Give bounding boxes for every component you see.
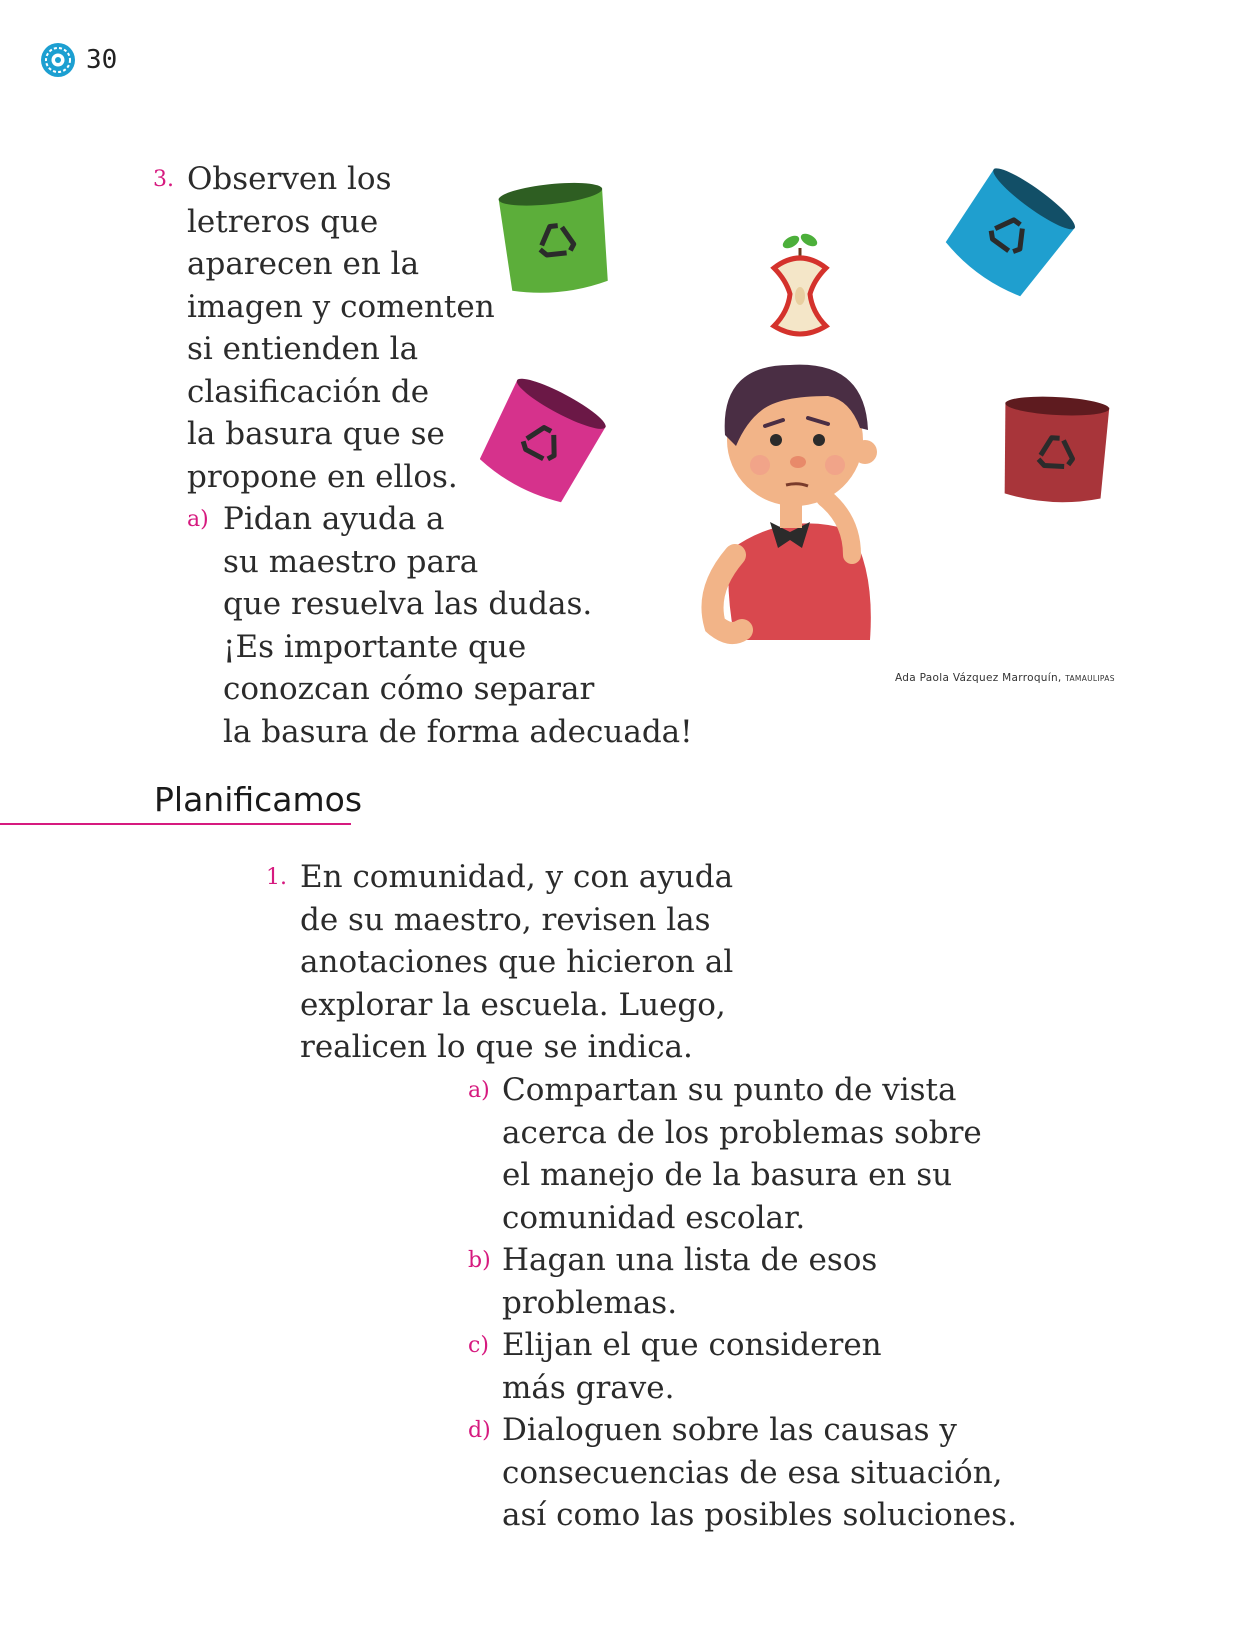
item-line: Observen los — [187, 161, 392, 197]
item-line: clasificación de — [187, 373, 430, 410]
item-line: comunidad escolar. — [502, 1199, 806, 1236]
recycling-illustration — [480, 160, 1140, 690]
item-line: Dialoguen sobre las causas y — [502, 1412, 957, 1448]
section-underline — [0, 823, 351, 825]
item-line: Hagan una lista de esos — [502, 1242, 878, 1278]
recycle-bin-red-icon — [1000, 394, 1109, 504]
plan-subitem-c — [468, 1324, 1022, 1409]
plan-subitem-d — [468, 1409, 1022, 1537]
plan-item — [266, 856, 1020, 1069]
page-number: 30 — [86, 45, 118, 75]
credit-name: Ada Paola Vázquez Marroquín, — [895, 672, 1062, 684]
item-line: así como las posibles soluciones. — [502, 1497, 1017, 1533]
emblem-icon — [40, 42, 76, 78]
apple-core-icon — [774, 231, 826, 334]
thinking-child — [713, 365, 878, 640]
plan-activity-1 — [266, 856, 1020, 1069]
item-line: propone en ellos. — [187, 458, 458, 495]
item-line: acerca de los problemas sobre — [502, 1114, 982, 1151]
item-line: que resuelva las dudas. — [223, 586, 593, 622]
item-line: Elijan el que consideren — [502, 1327, 882, 1363]
item-line: problemas. — [502, 1284, 678, 1321]
recycle-bin-green-icon — [498, 179, 613, 297]
subitem-letter: b) — [468, 1248, 491, 1273]
item-line: realicen lo que se indica. — [300, 1029, 693, 1065]
plan-subitem-b — [468, 1239, 1022, 1324]
plan-subitems — [468, 1069, 1022, 1537]
page-header — [40, 42, 117, 78]
item-line: explorar la escuela. Luego, — [300, 986, 726, 1023]
subitem-letter: a) — [187, 507, 209, 532]
item-line: más grave. — [502, 1369, 675, 1406]
subitem-letter: d) — [468, 1418, 491, 1443]
recycle-bin-magenta-icon — [480, 371, 610, 509]
item-line: En comunidad, y con ayuda — [300, 859, 734, 895]
item-line: ¡Es importante que — [223, 628, 527, 665]
illustration-credit — [895, 672, 1115, 684]
item-line: aparecen en la — [187, 246, 420, 282]
subitem-letter: c) — [468, 1333, 489, 1358]
item-line: anotaciones que hicieron al — [300, 944, 734, 980]
item-number: 1. — [266, 865, 287, 890]
item-line: Pidan ayuda a — [223, 501, 445, 537]
item-line: si entienden la — [187, 331, 419, 367]
item-number: 3. — [153, 167, 174, 192]
item-line: letreros que — [187, 203, 379, 240]
item-line: consecuencias de esa situación, — [502, 1454, 1003, 1491]
item-line: su maestro para — [223, 543, 479, 580]
item-line: el manejo de la basura en su — [502, 1157, 953, 1193]
section-title: Planificamos — [154, 780, 363, 819]
item-line: Compartan su punto de vista — [502, 1072, 957, 1108]
recycle-bin-blue-icon — [939, 161, 1080, 303]
plan-subitem-a — [468, 1069, 1022, 1239]
item-line: conozcan cómo separar — [223, 671, 595, 707]
item-line: la basura que se — [187, 416, 445, 452]
item-line: de su maestro, revisen las — [300, 901, 711, 938]
item-line: la basura de forma adecuada! — [223, 713, 693, 750]
subitem-letter: a) — [468, 1078, 490, 1103]
item-line: imagen y comenten — [187, 288, 495, 325]
credit-place: TAMAULIPAS — [1065, 674, 1115, 683]
